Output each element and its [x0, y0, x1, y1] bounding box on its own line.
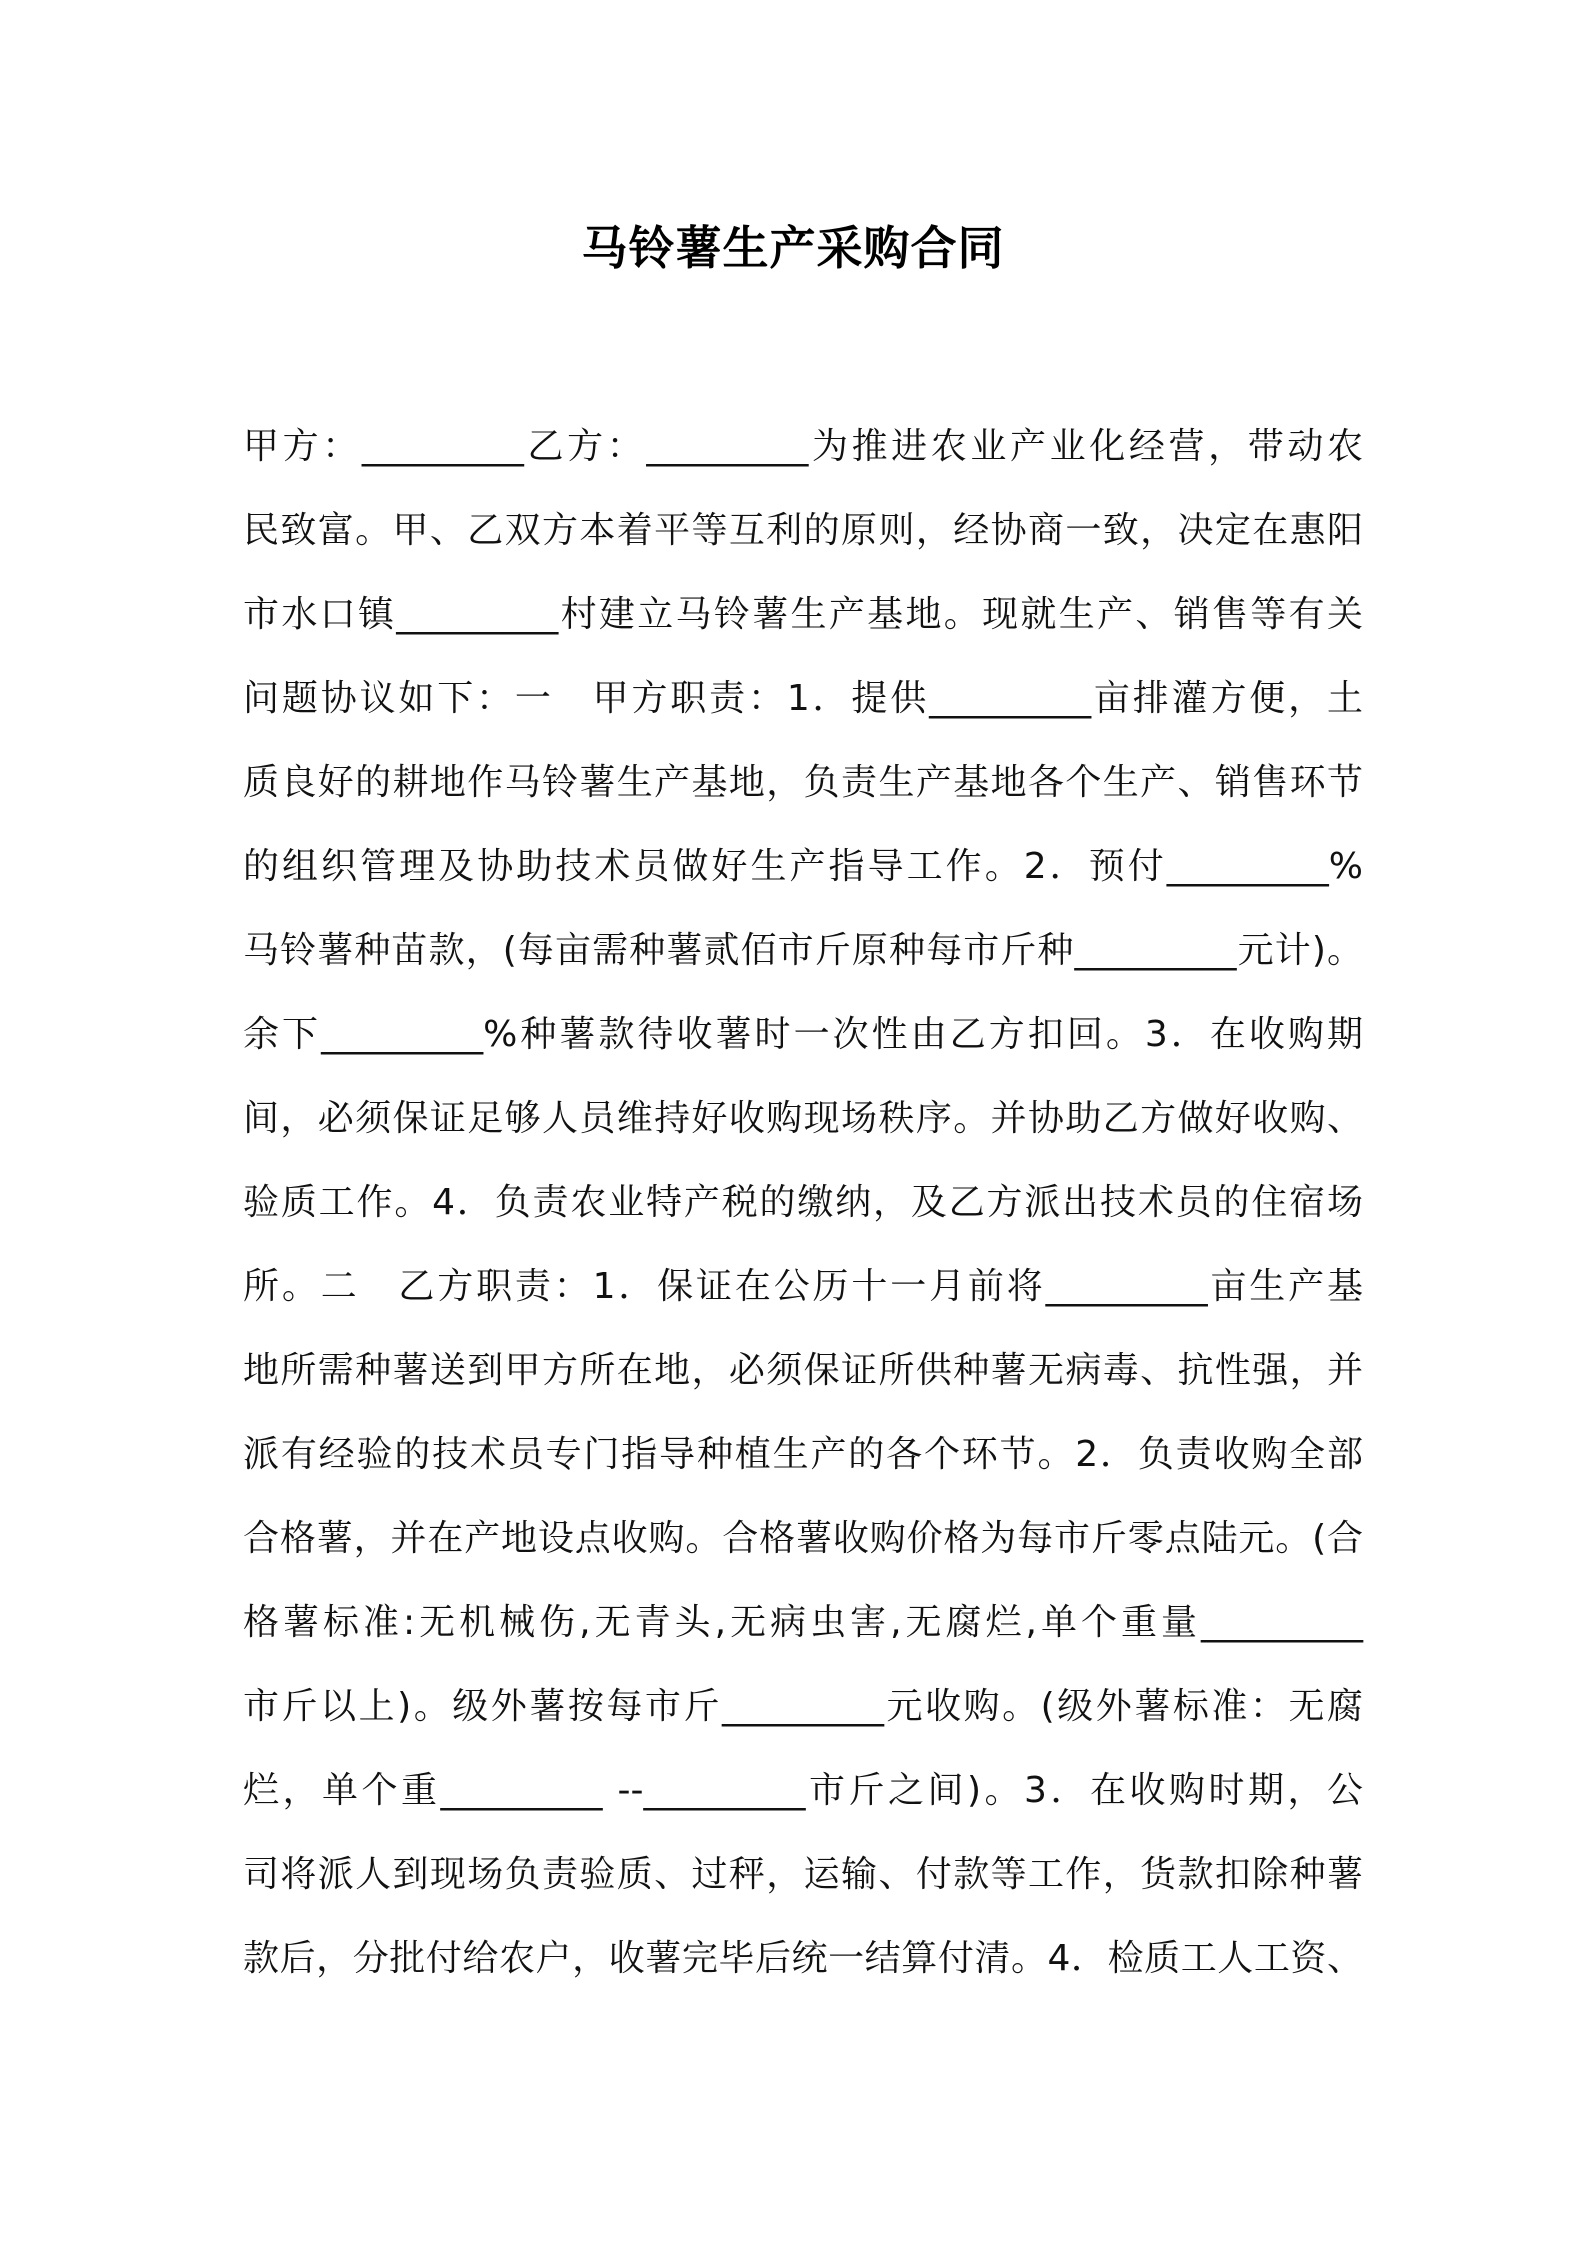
- body-line: 烂，单个重_________ --_________市斤之间)。3．在收购时期，公: [243, 1770, 1363, 1811]
- body-line: 市水口镇_________村建立马铃薯生产基地。现就生产、销售等有关: [243, 594, 1363, 635]
- body-line: 验质工作。4．负责农业特产税的缴纳，及乙方派出技术员的住宿场: [243, 1182, 1363, 1223]
- body-line: 马铃薯种苗款，(每亩需种薯贰佰市斤原种每市斤种_________元计)。: [243, 930, 1363, 971]
- body-line: 地所需种薯送到甲方所在地，必须保证所供种薯无病毒、抗性强，并: [243, 1350, 1363, 1391]
- body-line: 的组织管理及协助技术员做好生产指导工作。2．预付_________%: [243, 846, 1363, 887]
- body-line: 款后，分批付给农户，收薯完毕后统一结算付清。4．检质工人工资、: [243, 1938, 1363, 1979]
- document-title: 马铃薯生产采购合同: [581, 221, 1005, 275]
- body-line: 余下_________%种薯款待收薯时一次性由乙方扣回。3．在收购期: [243, 1014, 1363, 1055]
- body-line: 问题协议如下：一 甲方职责：1．提供_________亩排灌方便，土: [243, 678, 1363, 719]
- contract-body: [243, 405, 1363, 2001]
- body-line: 市斤以上)。级外薯按每市斤_________元收购。(级外薯标准：无腐: [243, 1686, 1363, 1727]
- body-line: 司将派人到现场负责验质、过秤，运输、付款等工作，货款扣除种薯: [243, 1854, 1363, 1895]
- body-line: 质良好的耕地作马铃薯生产基地，负责生产基地各个生产、销售环节: [243, 762, 1363, 803]
- body-line: 派有经验的技术员专门指导种植生产的各个环节。2．负责收购全部: [243, 1434, 1363, 1475]
- body-line: 间，必须保证足够人员维持好收购现场秩序。并协助乙方做好收购、: [243, 1098, 1363, 1139]
- body-line: 甲方：_________乙方：_________为推进农业产业化经营，带动农: [243, 426, 1363, 467]
- body-line: 所。二 乙方职责：1．保证在公历十一月前将_________亩生产基: [243, 1266, 1363, 1307]
- body-line: 合格薯，并在产地设点收购。合格薯收购价格为每市斤零点陆元。(合: [243, 1518, 1363, 1559]
- body-line: 格薯标准:无机械伤,无青头,无病虫害,无腐烂,单个重量_________: [243, 1602, 1363, 1643]
- body-line: 民致富。甲、乙双方本着平等互利的原则，经协商一致，决定在惠阳: [243, 510, 1363, 551]
